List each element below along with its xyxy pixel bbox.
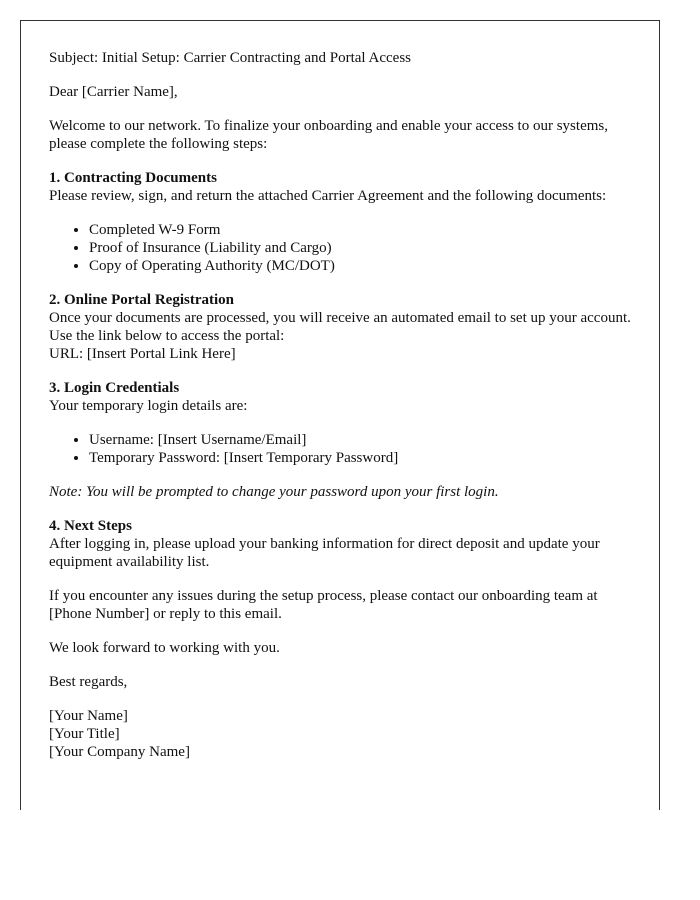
password-note: Note: You will be prompted to change your password upon your first login.: [49, 484, 499, 500]
signature-name: [Your Name]: [49, 708, 128, 724]
signature-block: [49, 707, 634, 761]
list-item: • Proof of Insurance (Liability and Cargo): [89, 239, 634, 257]
section-contracting-documents: [49, 169, 634, 275]
section-login-credentials: [49, 379, 634, 501]
list-item: • Copy of Operating Authority (MC/DOT): [89, 257, 634, 275]
signature-title: [Your Title]: [49, 726, 120, 742]
greeting: Dear [Carrier Name],: [49, 84, 178, 100]
list-item: • Completed W-9 Form: [89, 221, 634, 239]
signature-company: [Your Company Name]: [49, 744, 190, 760]
section-next-steps: [49, 517, 634, 571]
section-body: After logging in, please upload your banking information for direct deposit and update your equipment availability list.: [49, 536, 600, 570]
document-list: [49, 221, 634, 275]
section-body: Your temporary login details are:: [49, 398, 248, 414]
section-portal-registration: [49, 291, 634, 363]
list-item: • Temporary Password: [Insert Temporary Password]: [89, 449, 634, 467]
contact-paragraph: If you encounter any issues during the setup process, please contact our onboarding team at [Phone Number] or reply to this email.: [49, 588, 598, 622]
letter-body: [49, 49, 634, 761]
section-title: 3. Login Credentials: [49, 380, 180, 396]
intro-paragraph: Welcome to our network. To finalize your onboarding and enable your access to our systems, please complete the following steps:: [49, 118, 608, 152]
section-title: 2. Online Portal Registration: [49, 292, 234, 308]
section-body: Please review, sign, and return the attached Carrier Agreement and the following documents:: [49, 188, 607, 204]
letter-page: [20, 20, 660, 810]
sign-off: Best regards,: [49, 674, 128, 690]
closing-line: We look forward to working with you.: [49, 640, 280, 656]
section-body: Once your documents are processed, you will receive an automated email to set up your account. Use the link below to access the portal:: [49, 310, 631, 344]
portal-url-line: URL: [Insert Portal Link Here]: [49, 346, 236, 362]
list-item: • Username: [Insert Username/Email]: [89, 431, 634, 449]
credentials-list: [49, 431, 634, 467]
section-title: 4. Next Steps: [49, 518, 132, 534]
section-title: 1. Contracting Documents: [49, 170, 217, 186]
subject-line: Subject: Initial Setup: Carrier Contracting and Portal Access: [49, 50, 411, 66]
